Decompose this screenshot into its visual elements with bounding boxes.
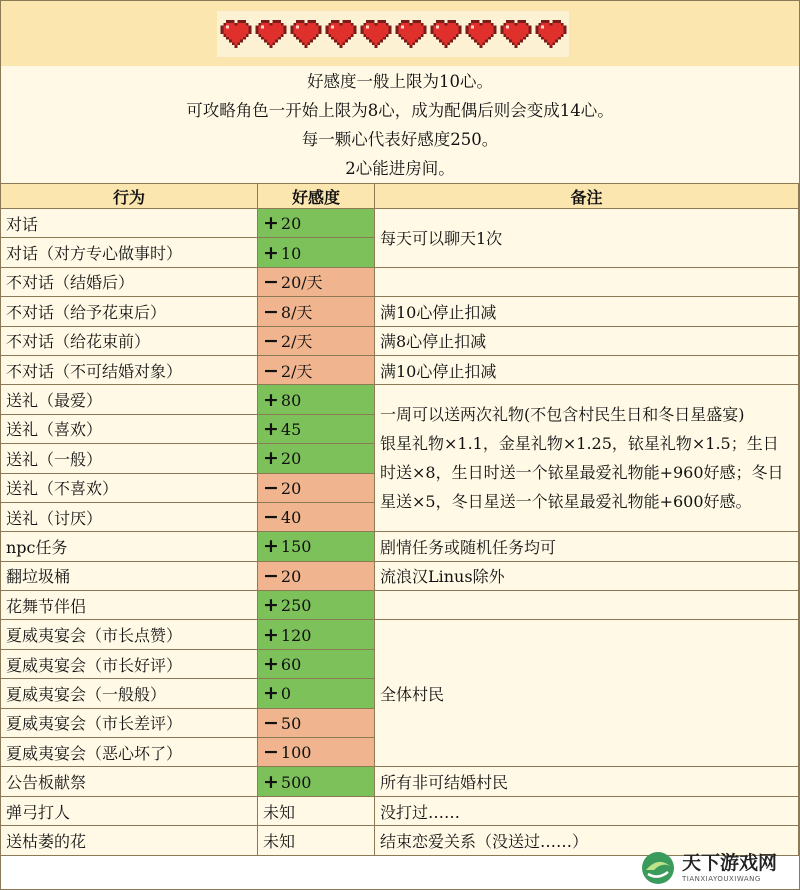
table-row xyxy=(1,355,799,384)
affection-cell xyxy=(258,297,375,326)
table-row xyxy=(1,591,799,620)
affection-cell xyxy=(258,649,375,678)
action-cell: 送礼（喜欢） xyxy=(1,414,258,443)
affection-cell xyxy=(258,326,375,355)
heart-icon xyxy=(360,20,392,48)
minus-sign: − xyxy=(263,359,279,382)
affection-value: 150 xyxy=(280,537,312,557)
heart-icon xyxy=(430,20,462,48)
note-cell: 剧情任务或随机任务均可 xyxy=(375,532,799,561)
affection-cell xyxy=(258,620,375,649)
watermark-sub: TIANXIAYOUXIWANG xyxy=(682,874,761,883)
affection-cell xyxy=(258,385,375,414)
plus-sign: + xyxy=(263,447,279,470)
header-action: 行为 xyxy=(1,184,258,209)
action-cell: 夏威夷宴会（市长差评） xyxy=(1,708,258,737)
header-affection: 好感度 xyxy=(258,184,375,209)
action-cell: 不对话（结婚后） xyxy=(1,267,258,296)
heart-icon xyxy=(220,20,252,48)
affection-value: 2/天 xyxy=(280,361,313,381)
note-cell: 满10心停止扣减 xyxy=(375,297,799,326)
table-row xyxy=(1,561,799,590)
table-row xyxy=(1,326,799,355)
minus-sign: − xyxy=(263,330,279,353)
affection-cell xyxy=(258,532,375,561)
minus-sign: − xyxy=(263,741,279,764)
action-cell: 对话 xyxy=(1,209,258,238)
plus-sign: + xyxy=(263,535,279,558)
note-cell: 结束恋爱关系（没送过……） xyxy=(375,826,799,855)
plus-sign: + xyxy=(263,212,279,235)
affection-value: 50 xyxy=(280,713,302,733)
affection-cell xyxy=(258,209,375,238)
action-cell: 送枯萎的花 xyxy=(1,826,258,855)
affection-cell xyxy=(258,267,375,296)
table-row xyxy=(1,385,799,414)
affection-cell xyxy=(258,826,375,855)
action-cell: 花舞节伴侣 xyxy=(1,591,258,620)
affection-cell xyxy=(258,708,375,737)
note-cell: 流浪汉Linus除外 xyxy=(375,561,799,590)
heart-icon xyxy=(290,20,322,48)
hearts-row xyxy=(217,11,569,57)
affection-cell xyxy=(258,238,375,267)
affection-value: 20 xyxy=(280,449,302,469)
affection-value: 20/天 xyxy=(280,273,323,293)
affection-cell xyxy=(258,767,375,796)
affection-value: 2/天 xyxy=(280,332,313,352)
note-cell: 每天可以聊天1次 xyxy=(375,209,799,268)
table-row xyxy=(1,796,799,825)
affection-value: 40 xyxy=(280,508,302,528)
heart-icon xyxy=(395,20,427,48)
table-row xyxy=(1,297,799,326)
action-cell: 不对话（给予花束后） xyxy=(1,297,258,326)
affection-value: 20 xyxy=(280,478,302,498)
intro-line: 可攻略角色一开始上限为8心，成为配偶后则会变成14心。 xyxy=(186,100,614,120)
affection-cell xyxy=(258,444,375,473)
minus-sign: − xyxy=(263,564,279,587)
heart-icon xyxy=(255,20,287,48)
action-cell: 弹弓打人 xyxy=(1,796,258,825)
heart-icon xyxy=(500,20,532,48)
affection-cell xyxy=(258,738,375,767)
plus-sign: + xyxy=(263,241,279,264)
intro-line: 2心能进房间。 xyxy=(345,158,455,178)
minus-sign: − xyxy=(263,271,279,294)
affection-value: 60 xyxy=(280,655,302,675)
affection-cell xyxy=(258,355,375,384)
table-row xyxy=(1,209,799,238)
action-cell: 送礼（讨厌） xyxy=(1,502,258,531)
table-row xyxy=(1,267,799,296)
plus-sign: + xyxy=(263,623,279,646)
action-cell: 夏威夷宴会（市长点赞） xyxy=(1,620,258,649)
header-notes: 备注 xyxy=(375,184,799,209)
action-cell: 送礼（不喜欢） xyxy=(1,473,258,502)
table-row xyxy=(1,767,799,796)
affection-value: 20 xyxy=(280,214,302,234)
action-cell: 夏威夷宴会（一般般） xyxy=(1,679,258,708)
action-cell: 不对话（不可结婚对象） xyxy=(1,355,258,384)
minus-sign: − xyxy=(263,300,279,323)
hearts-banner xyxy=(1,1,799,67)
affection-cell xyxy=(258,414,375,443)
plus-sign: + xyxy=(263,682,279,705)
affection-value: 500 xyxy=(280,772,312,792)
action-cell: 公告板献祭 xyxy=(1,767,258,796)
intro-line: 每一颗心代表好感度250。 xyxy=(301,129,499,149)
affection-cell xyxy=(258,796,375,825)
plus-sign: + xyxy=(263,594,279,617)
heart-icon xyxy=(535,20,567,48)
plus-sign: + xyxy=(263,388,279,411)
table-row xyxy=(1,826,799,855)
affection-value: 8/天 xyxy=(280,302,313,322)
note-cell: 所有非可结婚村民 xyxy=(375,767,799,796)
note-cell: 全体村民 xyxy=(375,620,799,767)
action-cell: 翻垃圾桶 xyxy=(1,561,258,590)
plus-sign: + xyxy=(263,417,279,440)
note-cell xyxy=(375,267,799,296)
action-cell: 送礼（最爱） xyxy=(1,385,258,414)
minus-sign: − xyxy=(263,476,279,499)
note-cell: 没打过…… xyxy=(375,796,799,825)
plus-sign: + xyxy=(263,653,279,676)
minus-sign: − xyxy=(263,711,279,734)
action-cell: npc任务 xyxy=(1,532,258,561)
action-cell: 不对话（给花束前） xyxy=(1,326,258,355)
affection-value: 未知 xyxy=(263,802,296,822)
action-cell: 夏威夷宴会（市长好评） xyxy=(1,649,258,678)
action-cell: 夏威夷宴会（恶心坏了） xyxy=(1,738,258,767)
affection-cell xyxy=(258,679,375,708)
action-cell: 对话（对方专心做事时） xyxy=(1,238,258,267)
affection-cell xyxy=(258,502,375,531)
affection-table xyxy=(0,183,799,856)
affection-cell xyxy=(258,561,375,590)
watermark-name: 天下游戏网 xyxy=(682,851,778,874)
intro-line: 好感度一般上限为10心。 xyxy=(307,71,493,91)
intro-text xyxy=(1,66,799,184)
affection-value: 未知 xyxy=(263,831,296,851)
table-row xyxy=(1,532,799,561)
note-cell: 满10心停止扣减 xyxy=(375,355,799,384)
action-cell: 送礼（一般） xyxy=(1,444,258,473)
heart-icon xyxy=(465,20,497,48)
affection-value: 20 xyxy=(280,566,302,586)
note-cell xyxy=(375,591,799,620)
heart-icon xyxy=(325,20,357,48)
note-cell: 满8心停止扣减 xyxy=(375,326,799,355)
plus-sign: + xyxy=(263,770,279,793)
table-header-row xyxy=(1,184,799,209)
note-cell: 一周可以送两次礼物(不包含村民生日和冬日星盛宴) 银星礼物×1.1，金星礼物×1.25，铱星礼物×1.5；生日时送×8，生日时送一个铱星最爱礼物能+960好感；冬日星送×5，冬日星送一个铱星最爱礼物能+600好感。 xyxy=(375,385,799,532)
affection-cell xyxy=(258,591,375,620)
affection-value: 80 xyxy=(280,390,302,410)
affection-value: 250 xyxy=(280,596,312,616)
affection-value: 45 xyxy=(280,419,302,439)
affection-value: 120 xyxy=(280,625,312,645)
minus-sign: − xyxy=(263,506,279,529)
affection-cell xyxy=(258,473,375,502)
affection-value: 100 xyxy=(280,743,312,763)
affection-value: 10 xyxy=(280,243,302,263)
table-row xyxy=(1,620,799,649)
affection-value: 0 xyxy=(280,684,292,704)
